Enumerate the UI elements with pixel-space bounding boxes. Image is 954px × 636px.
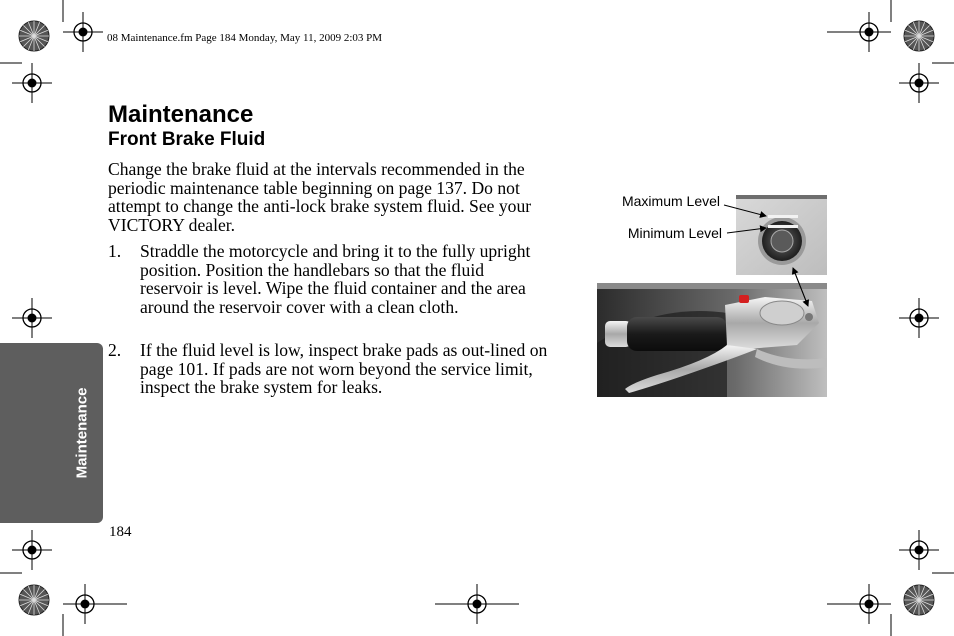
- section-title: Maintenance: [108, 101, 254, 128]
- handlebar-reservoir-photo: [597, 283, 827, 397]
- intro-paragraph: Change the brake fluid at the intervals recommended in the periodic maintenance table beginning on page 137. Do not attempt to change the anti-lock brake system fluid. See your VICTORY dealer.: [108, 159, 532, 235]
- page-number: 184: [109, 524, 132, 540]
- file-info-header: 08 Maintenance.fm Page 184 Monday, May 11, 2009 2:03 PM: [107, 32, 383, 44]
- step-text: If the fluid level is low, inspect brake pads as out-lined on page 101. If pads are not worn beyond the service limit, inspect the brake system for leaks.: [140, 340, 548, 397]
- step-number: 2.: [108, 340, 122, 360]
- step-text: Straddle the motorcycle and bring it to the fully upright position. Position the handlebars so that the fluid reservoir is level. Wipe the fluid container and the area around the reservoir cover with a clean cloth.: [140, 241, 531, 317]
- reservoir-sight-glass-photo: [736, 195, 827, 275]
- step-number: 1.: [108, 241, 122, 261]
- side-tab-label: Maintenance: [73, 387, 91, 479]
- subsection-title: Front Brake Fluid: [108, 129, 266, 150]
- minimum-level-label: Minimum Level: [627, 225, 722, 241]
- maximum-level-label: Maximum Level: [621, 193, 720, 209]
